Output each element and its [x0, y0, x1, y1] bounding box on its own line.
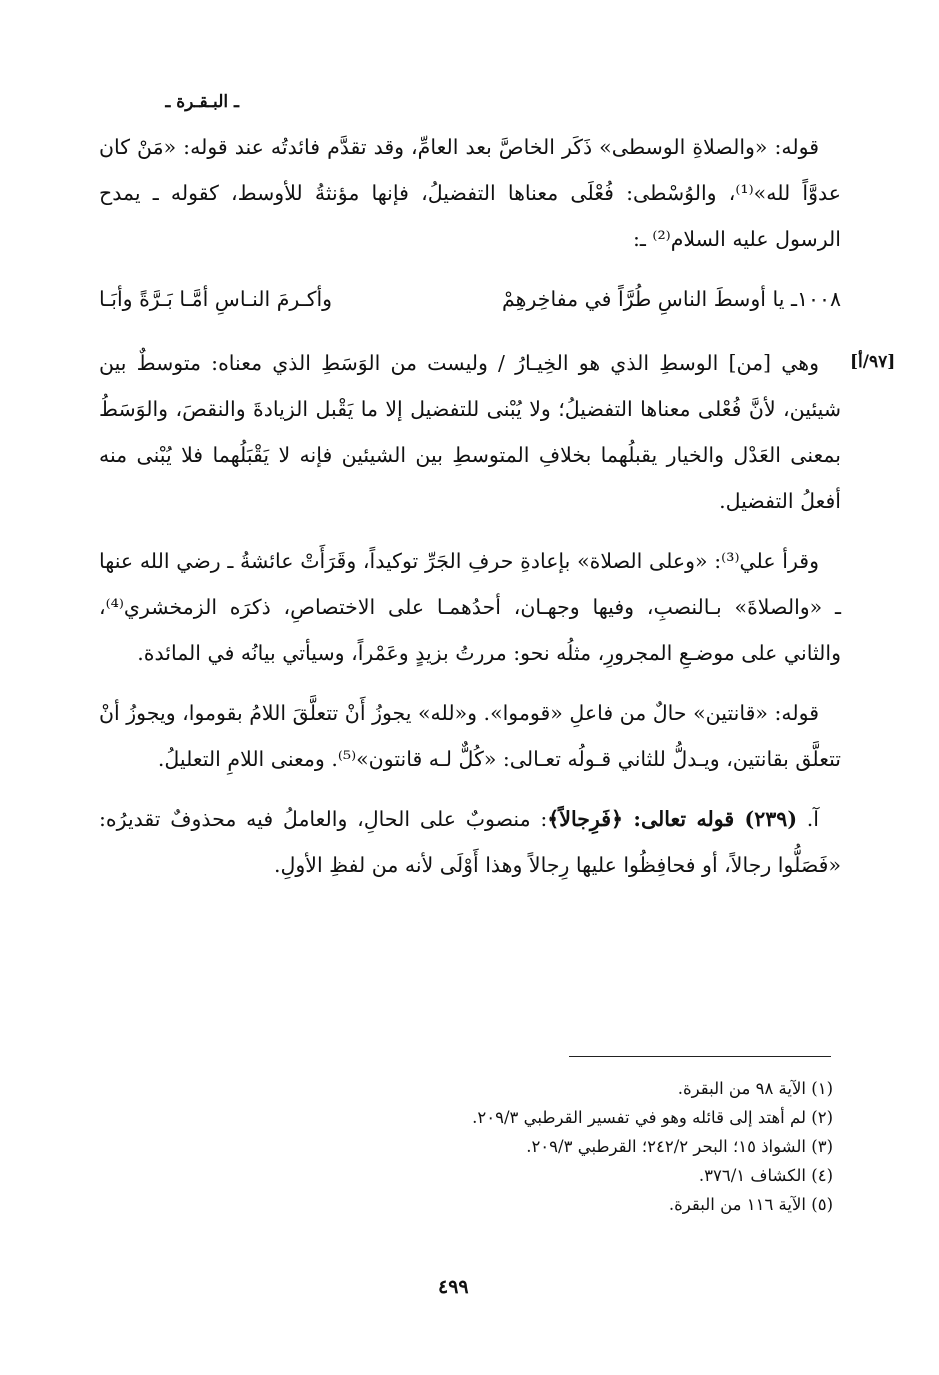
running-header: ـ البـقـرة ـ	[165, 92, 239, 112]
footnote: (١) الآية ٩٨ من البقرة.	[677, 1079, 833, 1098]
manuscript-folio-marker: [٩٧/أ]	[850, 352, 896, 372]
main-text	[99, 124, 841, 902]
footnote-divider	[569, 1056, 831, 1057]
paragraph: قوله: «قانتين» حالٌ من فاعلِ «قوموا». و«لله» يجوزُ أَنْ تتعلَّقَ اللامُ بقوموا، ويجوزُ أنْ تتعلَّق بقانتين، ويـدلُّ للثاني قـولُه تعـالى: «كُلٌّ لـه قانتون»⁽⁵⁾. ومعنى اللامِ التعليلُ.	[99, 701, 841, 771]
commentary-text: : منصوبٌ على الحالِ، والعاملُ فيه محذوفٌ تقديرُه: «فَصَلُّوا رجالاً، أو فحافِظُوا عليها رِجالاً وهذا أَوْلَى لأنه من لفظِ الأولِ.	[99, 807, 841, 877]
quran-verse-heading: (٢٣٩) قوله تعالى: ﴿فَرِجالاً﴾	[547, 807, 798, 831]
footnote: (٤) الكشاف ٣٧٦/١.	[698, 1166, 833, 1185]
footnotes	[433, 1074, 833, 1219]
poetry-verse	[99, 276, 841, 326]
footnote: (٥) الآية ١١٦ من البقرة.	[668, 1195, 833, 1214]
paragraph: وقرأ علي⁽³⁾: «وعلى الصلاة» بإعادةِ حرفِ الجَرِّ توكيداً، وقَرَأَتْ عائشةُ ـ رضي الله عنها ـ «والصلاةَ» بـالنصبِ، وفيها وجهـان، أحدُهمـا على الاختصاصِ، ذكرَه الزمخشري⁽⁴⁾، والثاني على موضـعِ المجرورِ، مثلُه نحو: مررتُ بزيدٍ وعَمْراً، وسيأتي بيانُه في المائدة.	[99, 549, 841, 665]
footnote: (٢) لم أهتد إلى قائله وهو في تفسير القرطبي ٢٠٩/٣.	[472, 1108, 833, 1127]
verse-second-hemistich: وأكـرمَ النـاسِ أمَّـا بَـرَّةً وأبَـا	[99, 287, 333, 311]
verse-first-hemistich: ١٠٠٨ـ يا أوسطَ الناسِ طُرَّاً في مفاخِرهِمْ	[502, 287, 841, 311]
paragraph: قوله: «والصلاةِ الوسطى» ذَكَر الخاصَّ بعد العامِّ، وقد تقدَّم فائدتُه عند قوله: «مَنْ كان عدوَّاً لله»⁽¹⁾، والوُسْطى: فُعْلَى معناها التفضيلُ، فإنها مؤنثةُ للأوسط، كقوله ـ يمدح الرسول عليه السلام⁽²⁾ ـ:	[99, 135, 841, 251]
footnote: (٣) الشواذ ١٥؛ البحر ٢٤٢/٢؛ القرطبي ٢٠٩/٣.	[526, 1137, 833, 1156]
paragraph-verse-239	[99, 796, 841, 888]
page-number: ٤٩٩	[438, 1276, 469, 1298]
paragraph: وهي [من] الوسطِ الذي هو الخِيـارُ / وليست من الوَسَطِ الذي معناه: متوسطٌ بين شيئين، لأنَّ فُعْلى معناها التفضيلُ؛ ولا يُبْنى للتفضيل إلا ما يَقْبل الزيادةَ والنقصَ، والوَسَطُ بمعنى العَدْل والخيار يقبلُهما بخلافِ المتوسطِ بين الشيئين فإنه لا يَقْبَلُهما فلا يُبْنى منه أفعلُ التفضيل.	[99, 351, 841, 513]
verse-index: آ.	[797, 807, 819, 831]
